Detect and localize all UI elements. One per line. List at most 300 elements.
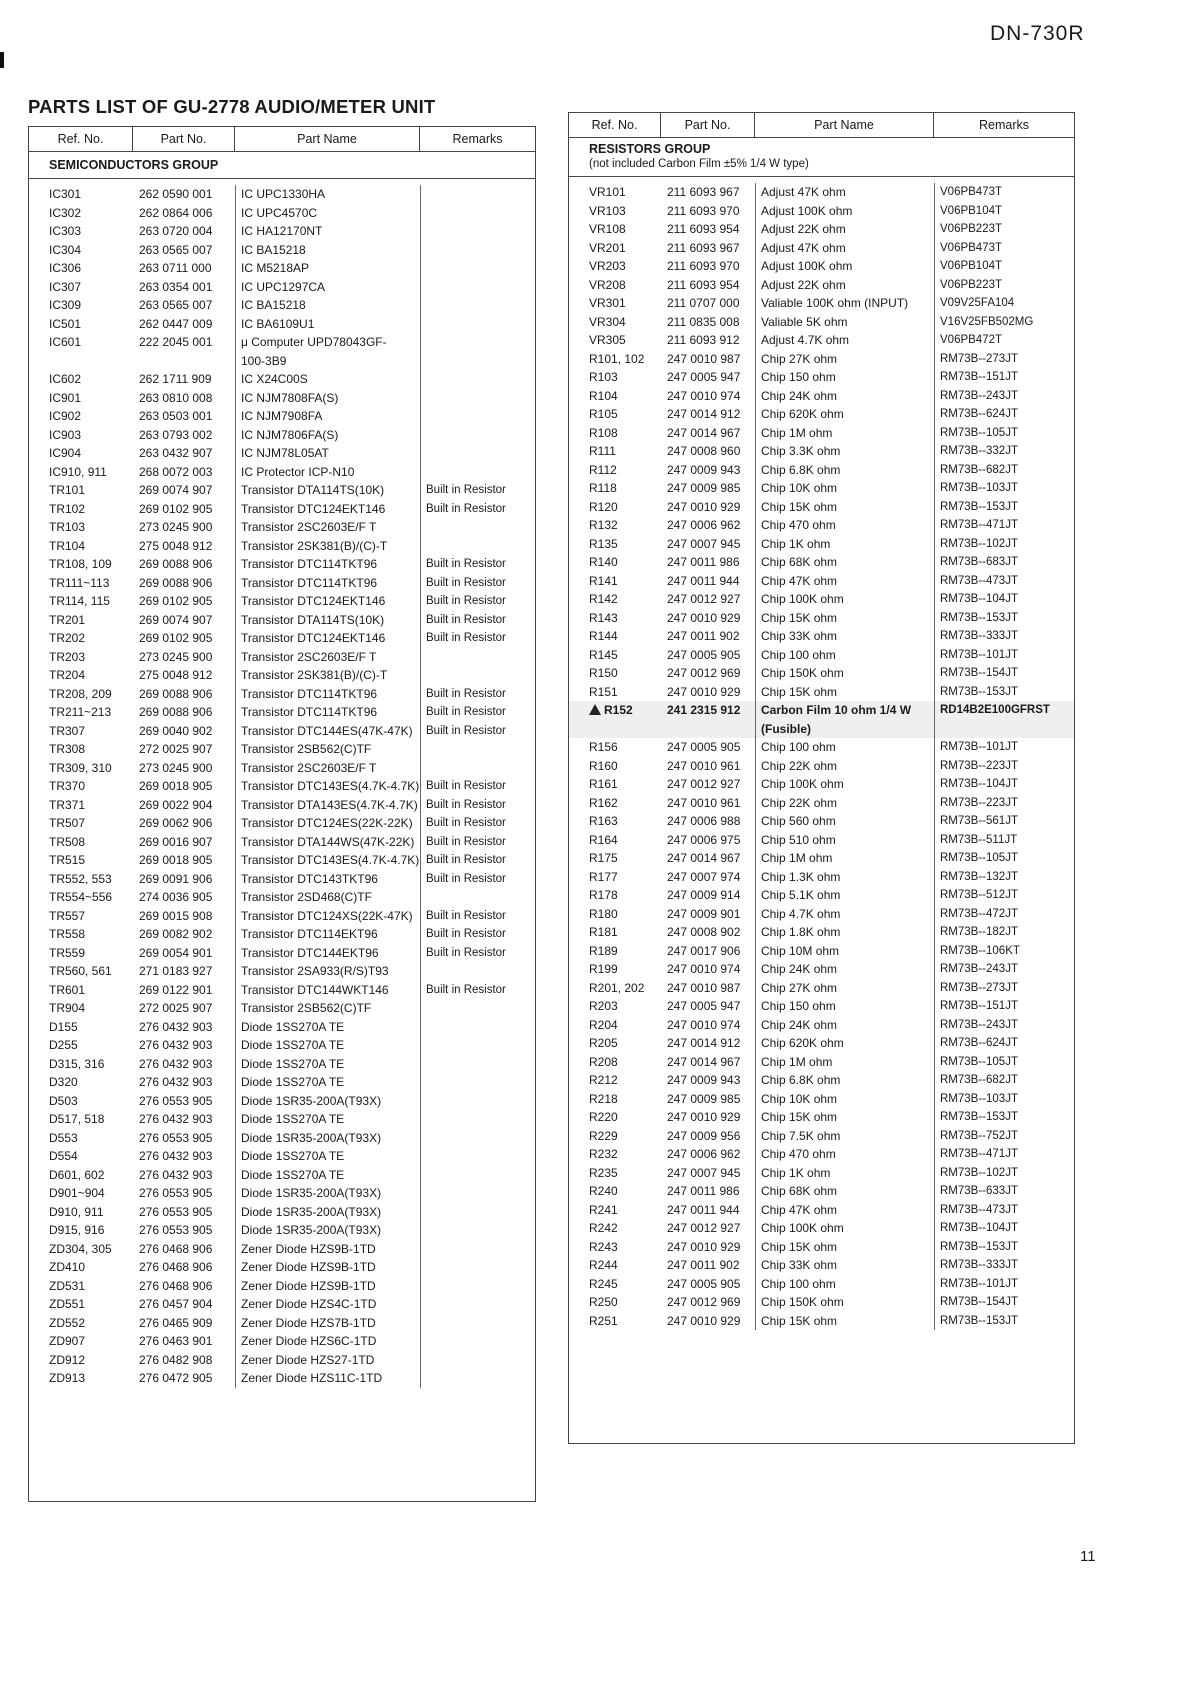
table-row <box>29 888 535 907</box>
part-no-text: 276 0432 903 <box>139 1019 213 1034</box>
remarks-text: RM73B--151JT <box>940 1000 1018 1012</box>
part-no-text: 247 0008 902 <box>667 925 741 939</box>
ref-no-cell <box>569 1016 661 1035</box>
page-number: 11 <box>1080 1548 1096 1565</box>
part-name-cell <box>235 814 420 833</box>
table-row <box>569 405 1074 424</box>
ref-no-cell <box>569 1201 661 1220</box>
part-name-cell <box>235 666 420 685</box>
remarks-cell <box>420 278 535 297</box>
ref-no-text: R144 <box>589 629 618 643</box>
part-no-text: 247 0012 969 <box>667 1295 741 1309</box>
part-no-cell <box>133 796 235 815</box>
remarks-cell <box>420 537 535 556</box>
ref-no-cell <box>29 1332 133 1351</box>
remarks-text: RM73B--333JT <box>940 630 1018 642</box>
part-no-cell <box>133 1110 235 1129</box>
part-name-cell <box>235 962 420 981</box>
ref-no-text: D320 <box>49 1075 78 1089</box>
part-no-text: 263 0432 907 <box>139 446 213 460</box>
remarks-cell <box>934 923 1074 942</box>
part-no-text: 222 2045 001 <box>139 335 213 349</box>
remarks-cell <box>420 962 535 981</box>
table-row <box>569 1219 1074 1238</box>
part-no-text: 269 0088 906 <box>139 557 213 571</box>
ref-no-cell <box>29 1221 133 1240</box>
part-name-cell <box>755 331 934 350</box>
ref-no-text: R201, 202 <box>589 980 645 995</box>
remarks-text: RM73B--101JT <box>940 648 1018 661</box>
part-no-text: 211 0835 008 <box>667 314 740 329</box>
ref-no-cell <box>569 1182 661 1201</box>
table-row <box>29 241 535 260</box>
part-no-cell <box>661 516 755 535</box>
part-no-cell <box>133 333 235 352</box>
remarks-text: RM73B--153JT <box>940 611 1018 624</box>
part-name-cell <box>235 1277 420 1296</box>
part-name-text: Zener Diode HZS9B-1TD <box>241 1260 376 1274</box>
remarks-text: V16V25FB502MG <box>940 315 1034 328</box>
remarks-text: Built in Resistor <box>426 632 506 644</box>
remarks-cell <box>934 942 1074 961</box>
part-no-cell <box>133 685 235 704</box>
part-no-text: 269 0040 902 <box>139 723 213 738</box>
remarks-cell <box>934 1090 1074 1109</box>
part-no-text: 276 0553 905 <box>139 1130 213 1145</box>
part-no-cell <box>133 315 235 334</box>
part-name-text: IC NJM7806FA(S) <box>241 427 339 442</box>
ref-no-cell <box>569 1145 661 1164</box>
ref-no-cell <box>569 1164 661 1183</box>
part-no-cell <box>661 572 755 591</box>
table-row <box>569 1108 1074 1127</box>
part-no-text: 263 0565 007 <box>139 298 213 312</box>
part-no-text: 247 0010 929 <box>667 1313 741 1328</box>
remarks-cell <box>934 849 1074 868</box>
page-title: PARTS LIST OF GU-2778 AUDIO/METER UNIT <box>28 96 436 117</box>
remarks-cell <box>420 592 535 611</box>
part-no-cell <box>661 1034 755 1053</box>
part-no-text: 247 0010 961 <box>667 758 741 773</box>
remarks-cell <box>934 627 1074 646</box>
table-row <box>29 814 535 833</box>
part-no-cell <box>661 664 755 683</box>
remarks-text: Built in Resistor <box>426 854 506 866</box>
part-no-text: 276 0553 905 <box>139 1223 213 1237</box>
part-name-text: Chip 1.3K ohm <box>761 869 841 884</box>
ref-no-text: R135 <box>589 536 618 551</box>
part-no-cell <box>661 868 755 887</box>
remarks-text: RM73B--243JT <box>940 389 1018 402</box>
part-name-cell <box>235 740 420 759</box>
remarks-cell <box>934 350 1074 369</box>
table-row <box>569 609 1074 628</box>
table-row <box>569 331 1074 350</box>
ref-no-cell <box>569 923 661 942</box>
margin-mark <box>0 52 4 68</box>
ref-no-cell <box>29 777 133 796</box>
ref-no-cell <box>29 888 133 907</box>
ref-no-cell <box>29 722 133 741</box>
ref-no-text: TR103 <box>49 520 86 534</box>
part-no-cell <box>661 331 755 350</box>
part-no-cell <box>133 352 235 371</box>
remarks-cell <box>420 1369 535 1388</box>
part-name-cell <box>235 259 420 278</box>
remarks-text: RM73B--153JT <box>940 1240 1018 1253</box>
ref-no-cell <box>29 1240 133 1259</box>
ref-no-text: R175 <box>589 851 618 865</box>
part-no-text: 276 0432 903 <box>139 1112 213 1126</box>
remarks-cell <box>420 814 535 833</box>
ref-no-text: TR307 <box>49 723 86 738</box>
part-no-cell <box>133 1258 235 1277</box>
table-row <box>569 1238 1074 1257</box>
ref-no-text: TR558 <box>49 927 86 941</box>
ref-no-cell <box>569 886 661 905</box>
table-row <box>569 794 1074 813</box>
table-row <box>29 870 535 889</box>
remarks-text: Built in Resistor <box>426 909 506 922</box>
remarks-cell <box>420 222 535 241</box>
remarks-cell <box>420 833 535 852</box>
part-no-text: 269 0088 906 <box>139 575 213 590</box>
part-no-cell <box>661 627 755 646</box>
ref-no-text: VR208 <box>589 277 626 292</box>
remarks-cell <box>420 666 535 685</box>
part-no-text: 262 0864 006 <box>139 205 213 220</box>
remarks-text: RM73B--561JT <box>940 815 1018 827</box>
ref-no-cell <box>569 424 661 443</box>
ref-no-text: R199 <box>589 962 618 976</box>
part-no-text: 269 0018 905 <box>139 853 213 867</box>
part-no-cell <box>661 738 755 757</box>
part-no-text: 247 0009 956 <box>667 1128 741 1143</box>
ref-no-text: D553 <box>49 1130 78 1145</box>
part-name-text: Transistor DTC144EKT96 <box>241 945 379 960</box>
part-no-text: 247 0014 912 <box>667 1036 741 1050</box>
remarks-text: V06PB104T <box>940 204 1003 217</box>
part-name-cell <box>235 333 420 352</box>
ref-no-cell <box>569 553 661 572</box>
remarks-text: RM73B--105JT <box>940 1055 1018 1068</box>
ref-no-text: IC303 <box>49 224 82 238</box>
ref-no-cell <box>569 1312 661 1331</box>
ref-no-cell <box>29 204 133 223</box>
table-row <box>569 276 1074 295</box>
table-row <box>569 738 1074 757</box>
part-no-cell <box>133 518 235 537</box>
part-no-cell <box>133 426 235 445</box>
part-name-cell <box>755 701 934 738</box>
table-row <box>569 886 1074 905</box>
part-no-text: 276 0465 909 <box>139 1315 213 1330</box>
part-no-cell <box>133 851 235 870</box>
part-name-cell <box>235 481 420 500</box>
part-no-text: 211 6093 970 <box>667 203 740 218</box>
ref-no-text: D915, 916 <box>49 1223 105 1237</box>
ref-no-text: D910, 911 <box>49 1204 104 1219</box>
table-row <box>29 981 535 1000</box>
part-name-cell <box>235 1314 420 1333</box>
part-name-cell <box>235 1221 420 1240</box>
remarks-cell <box>420 907 535 926</box>
ref-no-cell <box>569 997 661 1016</box>
part-name-text: Diode 1SR35-200A(T93X) <box>241 1186 382 1200</box>
ref-no-cell <box>569 942 661 961</box>
remarks-cell <box>934 572 1074 591</box>
part-name-cell <box>235 1018 420 1037</box>
table-row <box>569 664 1074 683</box>
ref-no-text: R111 <box>589 444 616 458</box>
ref-no-cell <box>569 276 661 295</box>
part-name-cell <box>235 296 420 315</box>
remarks-text: RM73B--153JT <box>940 500 1018 513</box>
remarks-cell <box>420 574 535 593</box>
part-no-text: 247 0005 947 <box>667 370 741 384</box>
part-name-cell <box>755 498 934 517</box>
part-no-text: 272 0025 907 <box>139 1001 213 1015</box>
remarks-cell <box>934 202 1074 221</box>
part-name-text: Transistor DTC114TKT96 <box>241 686 378 701</box>
remarks-text: Built in Resistor <box>426 706 506 718</box>
part-no-text: 247 0010 961 <box>667 795 741 810</box>
table-row <box>569 942 1074 961</box>
ref-no-text: IC307 <box>49 279 82 294</box>
part-no-cell <box>661 553 755 572</box>
part-no-text: 276 0432 903 <box>139 1167 213 1182</box>
part-name-text: Transistor DTA144WS(47K-22K) <box>241 834 415 849</box>
ref-no-cell <box>29 759 133 778</box>
part-name-text: Transistor 2SC2603E/F T <box>241 649 377 664</box>
part-name-cell <box>755 1164 934 1183</box>
remarks-cell <box>934 664 1074 683</box>
ref-no-cell <box>29 666 133 685</box>
remarks-cell <box>934 1312 1074 1331</box>
remarks-cell <box>420 1240 535 1259</box>
part-no-text: 247 0011 902 <box>667 629 740 643</box>
part-name-text: Chip 150 ohm <box>761 370 836 384</box>
ref-no-cell <box>569 387 661 406</box>
part-name-text: Chip 100K ohm <box>761 592 844 606</box>
ref-no-cell <box>29 1295 133 1314</box>
part-name-text: Chip 47K ohm <box>761 1202 838 1217</box>
part-no-cell <box>133 1036 235 1055</box>
remarks-text: RM73B--683JT <box>940 556 1018 568</box>
part-name-text: IC UPC1330HA <box>241 187 326 201</box>
part-name-cell <box>755 664 934 683</box>
part-name-text: Chip 150K ohm <box>761 666 844 680</box>
ref-no-cell <box>29 259 133 278</box>
part-name-text: IC BA15218 <box>241 298 306 312</box>
ref-no-text: D255 <box>49 1038 78 1052</box>
remarks-cell <box>420 796 535 815</box>
table-row <box>29 1018 535 1037</box>
remarks-text: V06PB473T <box>940 186 1003 198</box>
part-name-text: Valiable 100K ohm (INPUT) <box>761 296 909 310</box>
ref-no-cell <box>569 1256 661 1275</box>
part-name-text: Diode 1SR35-200A(T93X) <box>241 1223 382 1237</box>
header-part-no: Part No. <box>133 127 235 151</box>
table-row <box>569 350 1074 369</box>
remarks-text: Built in Resistor <box>426 780 506 792</box>
ref-no-cell <box>29 278 133 297</box>
part-name-cell <box>755 535 934 554</box>
part-name-cell <box>235 537 420 556</box>
ref-no-cell <box>569 1108 661 1127</box>
ref-no-cell <box>29 500 133 519</box>
part-no-cell <box>661 1090 755 1109</box>
ref-no-text: R162 <box>589 795 618 810</box>
remarks-cell <box>420 759 535 778</box>
table-row <box>29 407 535 426</box>
table-row <box>569 701 1074 738</box>
ref-no-text: TR554~556 <box>49 890 113 904</box>
remarks-text: Built in Resistor <box>426 613 506 626</box>
ref-no-text: IC903 <box>49 427 82 442</box>
ref-no-cell <box>29 1351 133 1370</box>
remarks-text: Built in Resistor <box>426 798 506 811</box>
part-name-text: Chip 24K ohm <box>761 962 838 976</box>
ref-no-cell <box>569 1053 661 1072</box>
part-no-text: 268 0072 003 <box>139 464 213 479</box>
remarks-cell <box>934 812 1074 831</box>
part-no-text: 269 0102 905 <box>139 594 213 608</box>
table-row <box>569 775 1074 794</box>
table-row <box>29 1277 535 1296</box>
part-name-cell <box>755 572 934 591</box>
part-no-cell <box>133 999 235 1018</box>
part-name-text: Chip 1M ohm <box>761 425 833 440</box>
remarks-text: V09V25FA104 <box>940 297 1015 309</box>
remarks-cell <box>420 777 535 796</box>
part-name-cell <box>755 202 934 221</box>
part-name-cell <box>755 923 934 942</box>
part-no-cell <box>661 979 755 998</box>
part-no-text: 247 0010 974 <box>667 962 741 976</box>
table-row <box>29 1314 535 1333</box>
remarks-cell <box>420 1258 535 1277</box>
remarks-cell <box>420 1055 535 1074</box>
part-no-text: 247 0009 943 <box>667 462 741 477</box>
table-row <box>29 222 535 241</box>
part-name-text: Chip 510 ohm <box>761 832 836 847</box>
remarks-text: RD14B2E100GFRST <box>940 704 1050 716</box>
remarks-cell <box>420 629 535 648</box>
ref-no-cell <box>569 664 661 683</box>
remarks-text: Built in Resistor <box>426 502 506 515</box>
part-no-cell <box>133 500 235 519</box>
part-name-text: Chip 24K ohm <box>761 388 838 403</box>
ref-no-cell <box>569 516 661 535</box>
ref-no-text: VR108 <box>589 222 626 236</box>
part-no-text: 211 6093 954 <box>667 277 740 292</box>
part-no-cell <box>133 463 235 482</box>
part-no-text: 247 0014 967 <box>667 1054 741 1069</box>
part-name-cell <box>755 1090 934 1109</box>
part-no-cell <box>133 481 235 500</box>
ref-no-text: TR208, 209 <box>49 686 112 701</box>
table-row <box>29 685 535 704</box>
ref-no-text: R163 <box>589 814 618 828</box>
part-no-cell <box>133 1073 235 1092</box>
ref-no-cell <box>29 833 133 852</box>
part-no-cell <box>133 981 235 1000</box>
part-name-text: Adjust 22K ohm <box>761 277 846 292</box>
table-row <box>29 259 535 278</box>
part-no-text: 263 0354 001 <box>139 279 213 294</box>
ref-no-text: R242 <box>589 1221 618 1235</box>
ref-no-text: TR111~113 <box>49 575 110 590</box>
ref-no-text: D517, 518 <box>49 1112 105 1126</box>
table-row <box>29 1295 535 1314</box>
ref-no-cell <box>569 849 661 868</box>
semiconductors-rows <box>29 179 535 1388</box>
part-name-cell <box>755 387 934 406</box>
ref-no-cell <box>29 370 133 389</box>
part-no-text: 276 0468 906 <box>139 1241 213 1256</box>
part-name-text: Chip 560 ohm <box>761 814 836 828</box>
part-name-text: Carbon Film 10 ohm 1/4 W (Fusible) <box>761 703 912 736</box>
table-row <box>569 849 1074 868</box>
ref-no-text: TR211~213 <box>49 705 112 719</box>
ref-no-text: D901~904 <box>49 1186 105 1200</box>
part-no-text: 247 0007 945 <box>667 536 741 551</box>
ref-no-cell <box>569 683 661 702</box>
ref-no-cell <box>569 979 661 998</box>
part-name-cell <box>235 463 420 482</box>
remarks-cell <box>934 1127 1074 1146</box>
part-no-cell <box>133 1018 235 1037</box>
ref-no-text: R103 <box>589 370 618 384</box>
part-no-cell <box>661 1127 755 1146</box>
remarks-text: Built in Resistor <box>426 687 506 700</box>
part-no-text: 247 0014 967 <box>667 851 741 865</box>
part-no-text: 211 6093 954 <box>667 222 740 236</box>
table-row <box>29 204 535 223</box>
part-name-text: IC X24C00S <box>241 372 308 386</box>
remarks-cell <box>420 1166 535 1185</box>
ref-no-cell <box>569 294 661 313</box>
ref-no-cell <box>569 1275 661 1294</box>
ref-no-cell <box>29 870 133 889</box>
ref-no-text: R156 <box>589 740 618 754</box>
ref-no-cell <box>29 1092 133 1111</box>
part-name-cell <box>755 257 934 276</box>
table-row <box>29 740 535 759</box>
ref-no-cell <box>29 1055 133 1074</box>
ref-no-text: VR304 <box>589 314 626 329</box>
part-no-text: 247 0010 929 <box>667 499 741 514</box>
ref-no-text: D155 <box>49 1019 78 1034</box>
part-name-text: Chip 1K ohm <box>761 536 831 551</box>
part-name-cell <box>235 925 420 944</box>
part-no-cell <box>661 886 755 905</box>
part-name-cell <box>235 1110 420 1129</box>
part-no-cell <box>661 479 755 498</box>
table-row <box>569 812 1074 831</box>
resistors-rows <box>569 177 1074 1330</box>
ref-no-text: TR308 <box>49 742 86 756</box>
table-row <box>569 683 1074 702</box>
ref-no-cell <box>29 555 133 574</box>
ref-no-text: R240 <box>589 1184 618 1198</box>
part-no-text: 247 0014 912 <box>667 407 741 421</box>
ref-no-cell <box>29 537 133 556</box>
part-no-cell <box>133 1166 235 1185</box>
remarks-cell <box>420 315 535 334</box>
ref-no-cell <box>569 868 661 887</box>
